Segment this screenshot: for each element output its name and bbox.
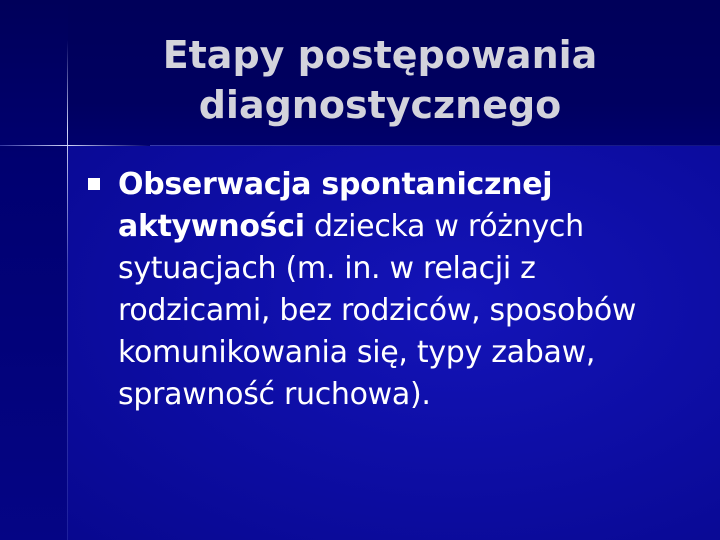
bullet-item — [88, 164, 688, 416]
bullet-bold-text: Obserwacja spontanicznej aktywności — [118, 167, 553, 244]
decorative-vertical-line — [67, 40, 68, 540]
decorative-horizontal-line — [0, 145, 150, 146]
decorative-horizontal-line-faint — [150, 145, 720, 146]
slide-title — [90, 30, 670, 130]
left-band — [0, 0, 68, 540]
bullet-text — [118, 164, 688, 416]
square-bullet-icon — [88, 178, 100, 190]
title-line-2: diagnostycznego — [198, 83, 562, 127]
title-line-1: Etapy postępowania — [162, 33, 598, 77]
bullet-normal-text: dziecka w różnych sytuacjach (m. in. w relacji z rodzicami, bez rodziców, sposobów komunikowania się, typy zabaw, sprawność ruchowa). — [118, 209, 637, 412]
